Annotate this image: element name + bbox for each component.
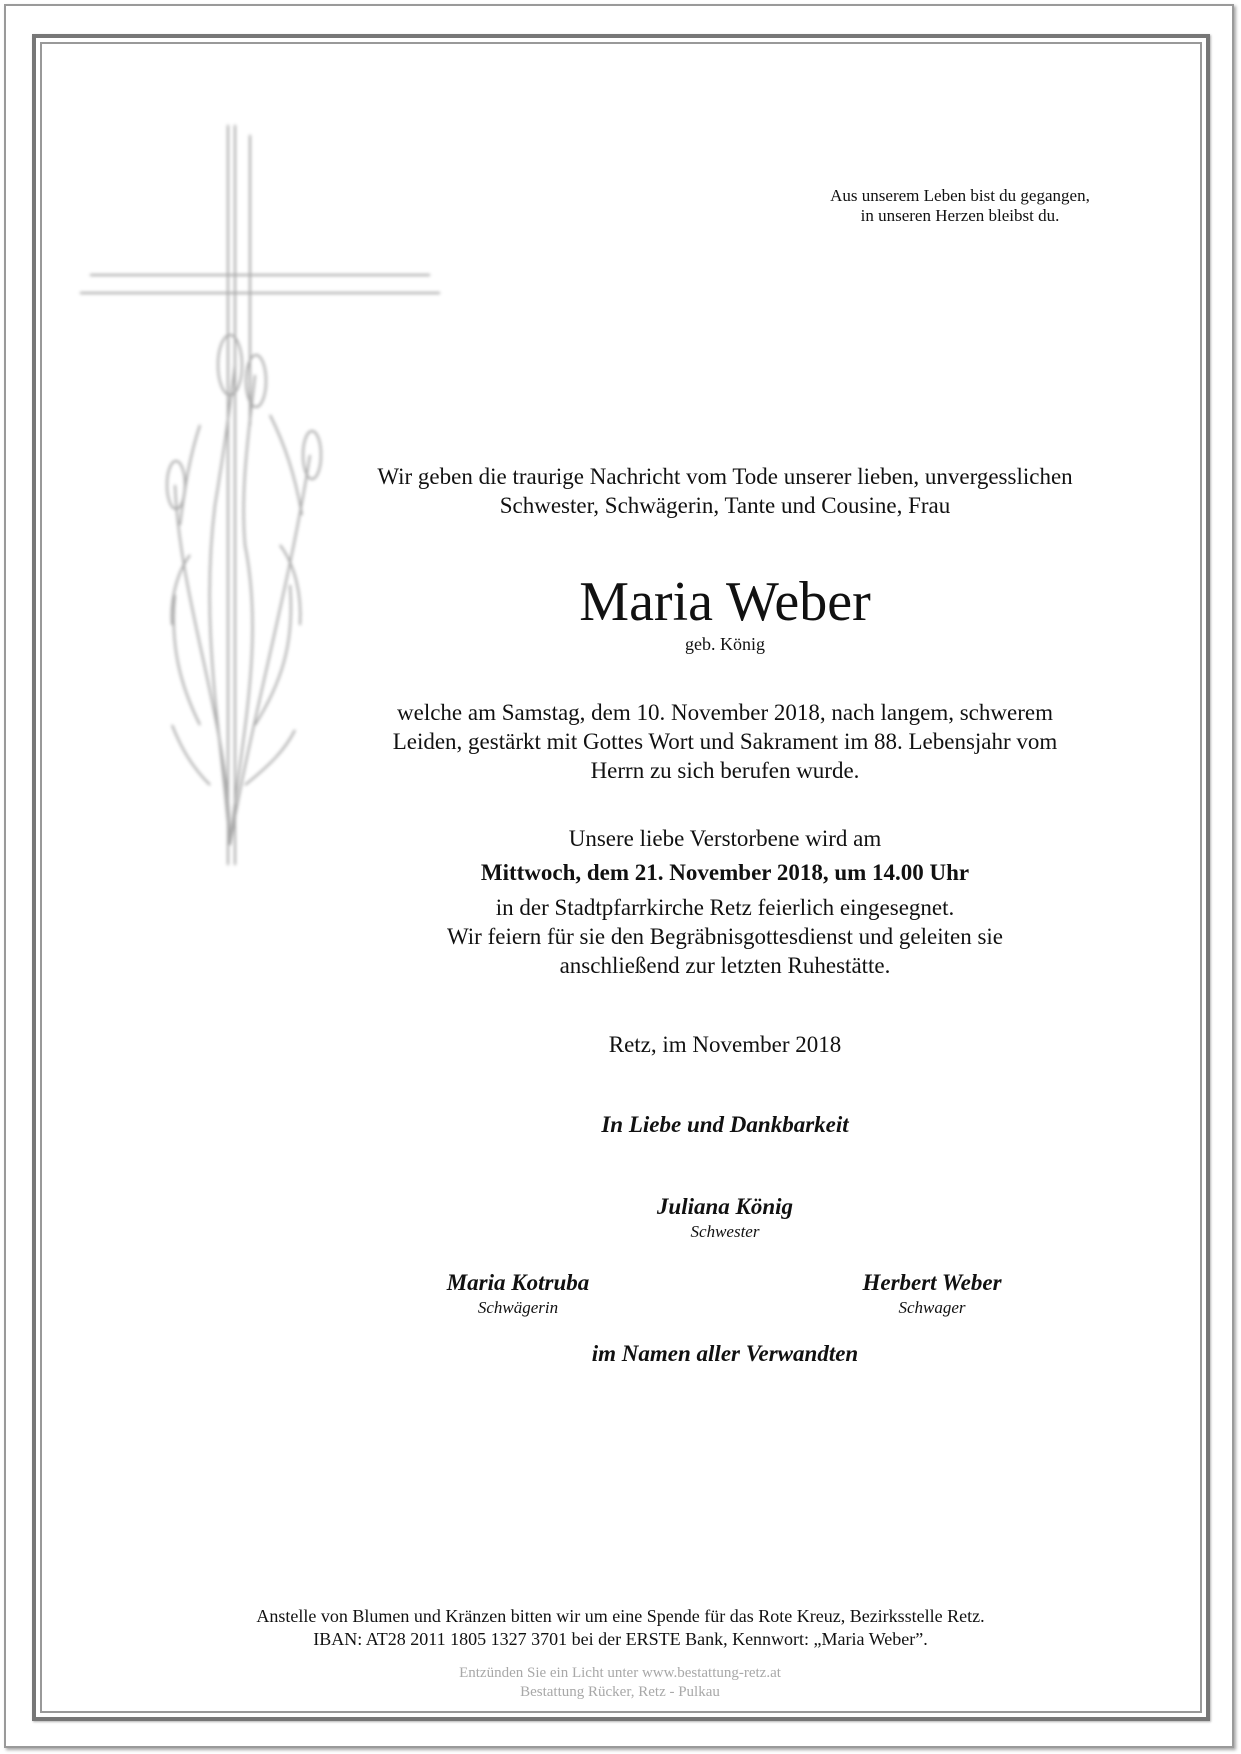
relative-relation: Schwager — [898, 1298, 966, 1317]
funeral-intro: Unsere liebe Verstorbene wird am — [568, 826, 882, 851]
intro-text — [330, 462, 1120, 520]
motto — [780, 186, 1140, 226]
donation-line: IBAN: AT28 2011 1805 1327 3701 bei der ERSTE Bank, Kennwort: „Maria Weber”. — [313, 1629, 928, 1649]
death-notice-line: Leiden, gestärkt mit Gottes Wort und Sakrament im 88. Lebensjahr vom — [392, 729, 1058, 754]
place-date: Retz, im November 2018 — [608, 1032, 842, 1057]
relative-name: Maria Kotruba — [446, 1270, 590, 1295]
donation-line: Anstelle von Blumen und Kränzen bitten wir um eine Spende für das Rote Kreuz, Bezirksstelle Retz. — [256, 1606, 985, 1626]
relative-name: Juliana König — [656, 1194, 794, 1219]
motto-line: Aus unserem Leben bist du gegangen, — [830, 186, 1090, 205]
death-notice — [330, 698, 1120, 785]
funeral-date: Mittwoch, dem 21. November 2018, um 14.00 Uhr — [480, 860, 970, 885]
donation-note — [140, 1605, 1101, 1651]
funeral-details-line: Wir feiern für sie den Begräbnisgottesdienst und geleiten sie — [446, 924, 1004, 949]
funeral-details-line: in der Stadtpfarrkirche Retz feierlich eingesegnet. — [495, 895, 955, 920]
funeral-details — [380, 893, 1070, 980]
death-notice-line: welche am Samstag, dem 10. November 2018, nach langem, schwerem — [397, 700, 1053, 725]
birth-name: geb. König — [685, 634, 765, 654]
relative-relation: Schwägerin — [477, 1298, 559, 1317]
death-notice-line: Herrn zu sich berufen wurde. — [590, 758, 860, 783]
intro-line: Schwester, Schwägerin, Tante und Cousine, Frau — [499, 493, 951, 518]
thanks-line: In Liebe und Dankbarkeit — [601, 1112, 849, 1137]
relative-name: Herbert Weber — [862, 1270, 1002, 1295]
intro-line: Wir geben die traurige Nachricht vom Tode unserer lieben, unvergesslichen — [377, 464, 1073, 489]
on-behalf-line: im Namen aller Verwandten — [591, 1341, 859, 1366]
motto-line: in unseren Herzen bleibst du. — [860, 206, 1060, 225]
footer-website: Entzünden Sie ein Licht unter www.bestattung-retz.at — [459, 1665, 781, 1681]
footer — [320, 1664, 920, 1702]
footer-company: Bestattung Rücker, Retz - Pulkau — [520, 1684, 720, 1700]
relative-relation: Schwester — [690, 1222, 760, 1241]
deceased-name: Maria Weber — [579, 571, 871, 633]
funeral-details-line: anschließend zur letzten Ruhestätte. — [559, 953, 891, 978]
